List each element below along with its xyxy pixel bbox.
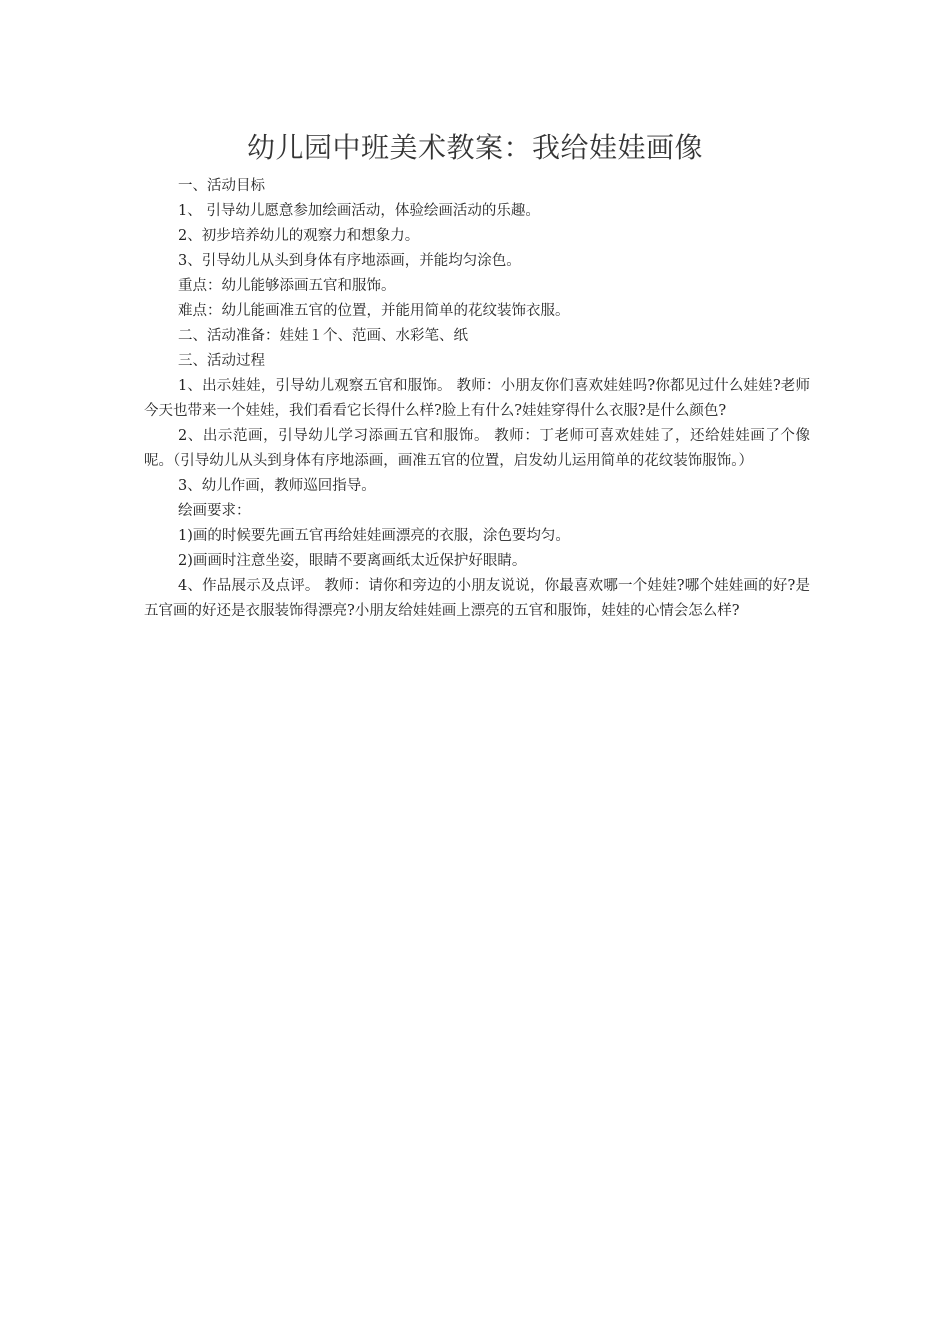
process-step: 2、出示范画，引导幼儿学习添画五官和服饰。 教师：丁老师可喜欢娃娃了，还给娃娃画了个像呢。（引导幼儿从头到身体有序地添画，画准五官的位置，启发幼儿运用简单的花纹装饰服饰。） (144, 428, 810, 469)
process-step: 4、作品展示及点评。 教师：请你和旁边的小朋友说说，你最喜欢哪一个娃娃?哪个娃娃画的好?是五官画的好还是衣服装饰得漂亮?小朋友给娃娃画上漂亮的五官和服饰，娃娃的心情会怎么样? (144, 578, 810, 619)
difficulty-point: 难点：幼儿能画准五官的位置，并能用简单的花纹装饰衣服。 (178, 303, 570, 319)
document-title: 幼儿园中班美术教案：我给娃娃画像 (246, 131, 703, 164)
process-step: 1、出示娃娃，引导幼儿观察五官和服饰。 教师：小朋友你们喜欢娃娃吗?你都见过什么娃娃?老师今天也带来一个娃娃，我们看看它长得什么样?脸上有什么?娃娃穿得什么衣服?是什么颜色? (144, 378, 810, 419)
drawing-requirement: 2)画画时注意坐姿，眼睛不要离画纸太近保护好眼睛。 (178, 553, 527, 569)
section-heading-goals: 一、活动目标 (178, 178, 265, 194)
document-body (144, 174, 810, 624)
goal-item: 1、 引导幼儿愿意参加绘画活动，体验绘画活动的乐趣。 (178, 203, 540, 219)
section-heading-preparation: 二、活动准备：娃娃１个、范画、水彩笔、纸 (178, 328, 468, 344)
section-heading-process: 三、活动过程 (178, 353, 265, 369)
goal-item: 3、引导幼儿从头到身体有序地添画，并能均匀涂色。 (178, 253, 521, 269)
key-point: 重点：幼儿能够添画五官和服饰。 (178, 278, 396, 294)
process-step: 3、幼儿作画，教师巡回指导。 (178, 478, 376, 494)
goal-item: 2、初步培养幼儿的观察力和想象力。 (178, 228, 420, 244)
drawing-requirements-heading: 绘画要求： (178, 503, 251, 519)
drawing-requirement: 1)画的时候要先画五官再给娃娃画漂亮的衣服，涂色要均匀。 (178, 528, 570, 544)
